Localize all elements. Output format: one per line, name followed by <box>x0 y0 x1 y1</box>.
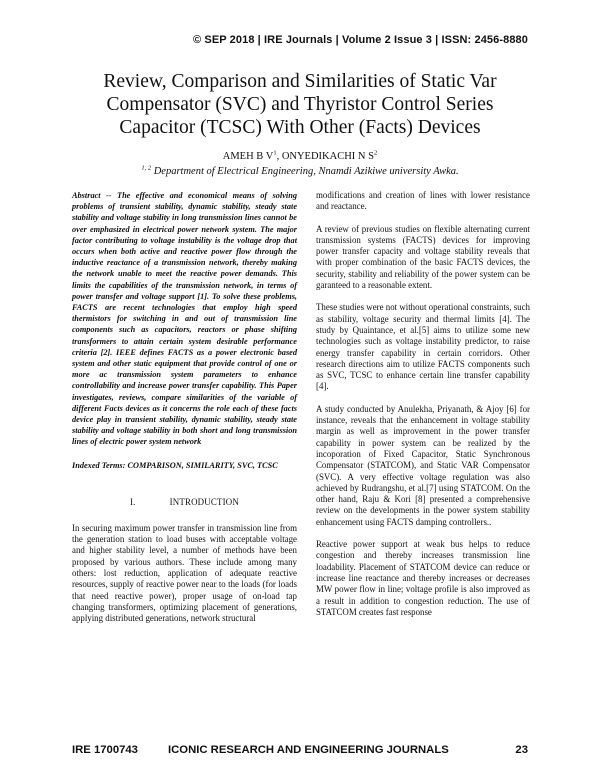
body-paragraph: Reactive power support at weak bus helps to reduce congestion and thereby increases transmission line loadability. Placement of STATCOM device can reduce or increase line reactance and thereby increases or decreases MW power flow in line; voltage profile is also improved as a result in addition to congestion reduction. The use of STATCOM creates fast response <box>316 539 530 617</box>
paper-title <box>60 70 540 139</box>
paper-id: IRE 1700743 <box>72 744 138 756</box>
title-line: Compensator (SVC) and Thyristor Control Series <box>106 94 494 115</box>
author-name: ONYEDIKACHI N S <box>281 151 374 162</box>
body-paragraph: A study conducted by Anulekha, Priyanath, & Ajoy [6] for instance, reveals that the enhancement in voltage stability margin as well as improvement in the power transfer capability in power system can be realized by the incoporation of Fixed Capacitor, Static Synchronous Compensator (STATCOM), and Static VAR Compensator (SVC). A very effective voltage regulation was also achieved by Rudrangshu, et al.[7] using STATCOM. On the other hand, Raju & Kori [8] presented a comprehensive review on the developments in the power system stability enhancement using FACTS damping controllers.. <box>316 403 530 527</box>
body-paragraph: modifications and creation of lines with lower resistance and reactance. <box>316 190 530 212</box>
author-index: 2 <box>373 149 378 157</box>
title-line: Review, Comparison and Similarities of Static Var <box>103 71 497 92</box>
journal-name: ICONIC RESEARCH AND ENGINEERING JOURNALS <box>168 744 449 756</box>
title-line: Capacitor (TCSC) With Other (Facts) Devices <box>119 117 481 138</box>
section-title: INTRODUCTION <box>169 496 240 507</box>
affiliation <box>0 166 600 177</box>
intro-paragraph: In securing maximum power transfer in transmission line from the generation station to load buses with acceptable voltage and higher stability level, a number of methods have been proposed by various authors. These include among many others: lost reduction, application of adequate reactive resources, supply of reactive power near to the loads (for loads that need reactive power), proper usage of on-load tap changing transformers, optimizing placement of generations, applying distributed generations, network structural <box>72 522 297 624</box>
affiliation-text: Department of Electrical Engineering, Nnamdi Azikiwe university Awka. <box>151 166 459 177</box>
abstract: Abstract -- The effective and economical means of solving problems of transient stability, dynamic stability, steady state stability and voltage stability in long transmission lines cannot be over emphasized in electrical power network system. The major factor contributing to voltage instability is the voltage drop that occurs when both active and reactive power flow through the inductive reactance of a transmission network, thereby making the network unable to meet the reactive power demands. This limits the capabilities of the transmission network, in terms of power transfer and voltage support [1]. To solve these problems, FACTS are recent technologies that employ high speed thermistors for switching in and out of transmission line components such as capacitors, reactors or phase shifting transformers to attain certain system desirable performance criteria [2]. IEEE defines FACTS as a power electronic based system and other static equipment that provide control of one or more ac transmission system parameters to enhance controllability and increase power transfer capability. This Paper investigates, reviews, compare similarities of the variable of different Facts devices as it concerns the role each of these facts device play in transient stability, dynamic stability, steady state stability and voltage stability in both short and long transmission lines of electric power system network <box>72 191 297 447</box>
body-paragraph: These studies were not without operational constraints, such as stability, voltage security and thermal limits [4]. The study by Quaintance, et al.[5] aims to utilize some new technologies such as voltage instability predictor, to raise energy transfer capability in certain corridors. Other research directions aim to utilize FACTS components such as SVC, TCSC to enhance certain line transfer capability [4]. <box>316 302 530 392</box>
author-line <box>0 151 600 162</box>
index-terms: Indexed Terms: COMPARISON, SIMILARITY, SVC, TCSC <box>72 460 278 470</box>
journal-header: © SEP 2018 | IRE Journals | Volume 2 Issue 3 | ISSN: 2456-8880 <box>193 34 528 46</box>
author-index: 1 <box>273 149 277 157</box>
left-column <box>72 190 297 625</box>
body-paragraph: A review of previous studies on flexible alternating current transmission systems (FACTS) devices for improving power transfer capacity and voltage stability reveals that with proper combination of the basic FACTS devices, the security, stability and reliability of the power system can be garanteed to a reasonable extent. <box>316 223 530 291</box>
affiliation-index: 1, 2 <box>141 164 152 172</box>
section-number: I. <box>129 496 136 507</box>
section-heading <box>72 497 297 507</box>
right-column <box>316 190 530 618</box>
author-name: AMEH B V <box>222 151 274 162</box>
author-separator: , <box>276 151 282 162</box>
page-number: 23 <box>515 744 528 756</box>
